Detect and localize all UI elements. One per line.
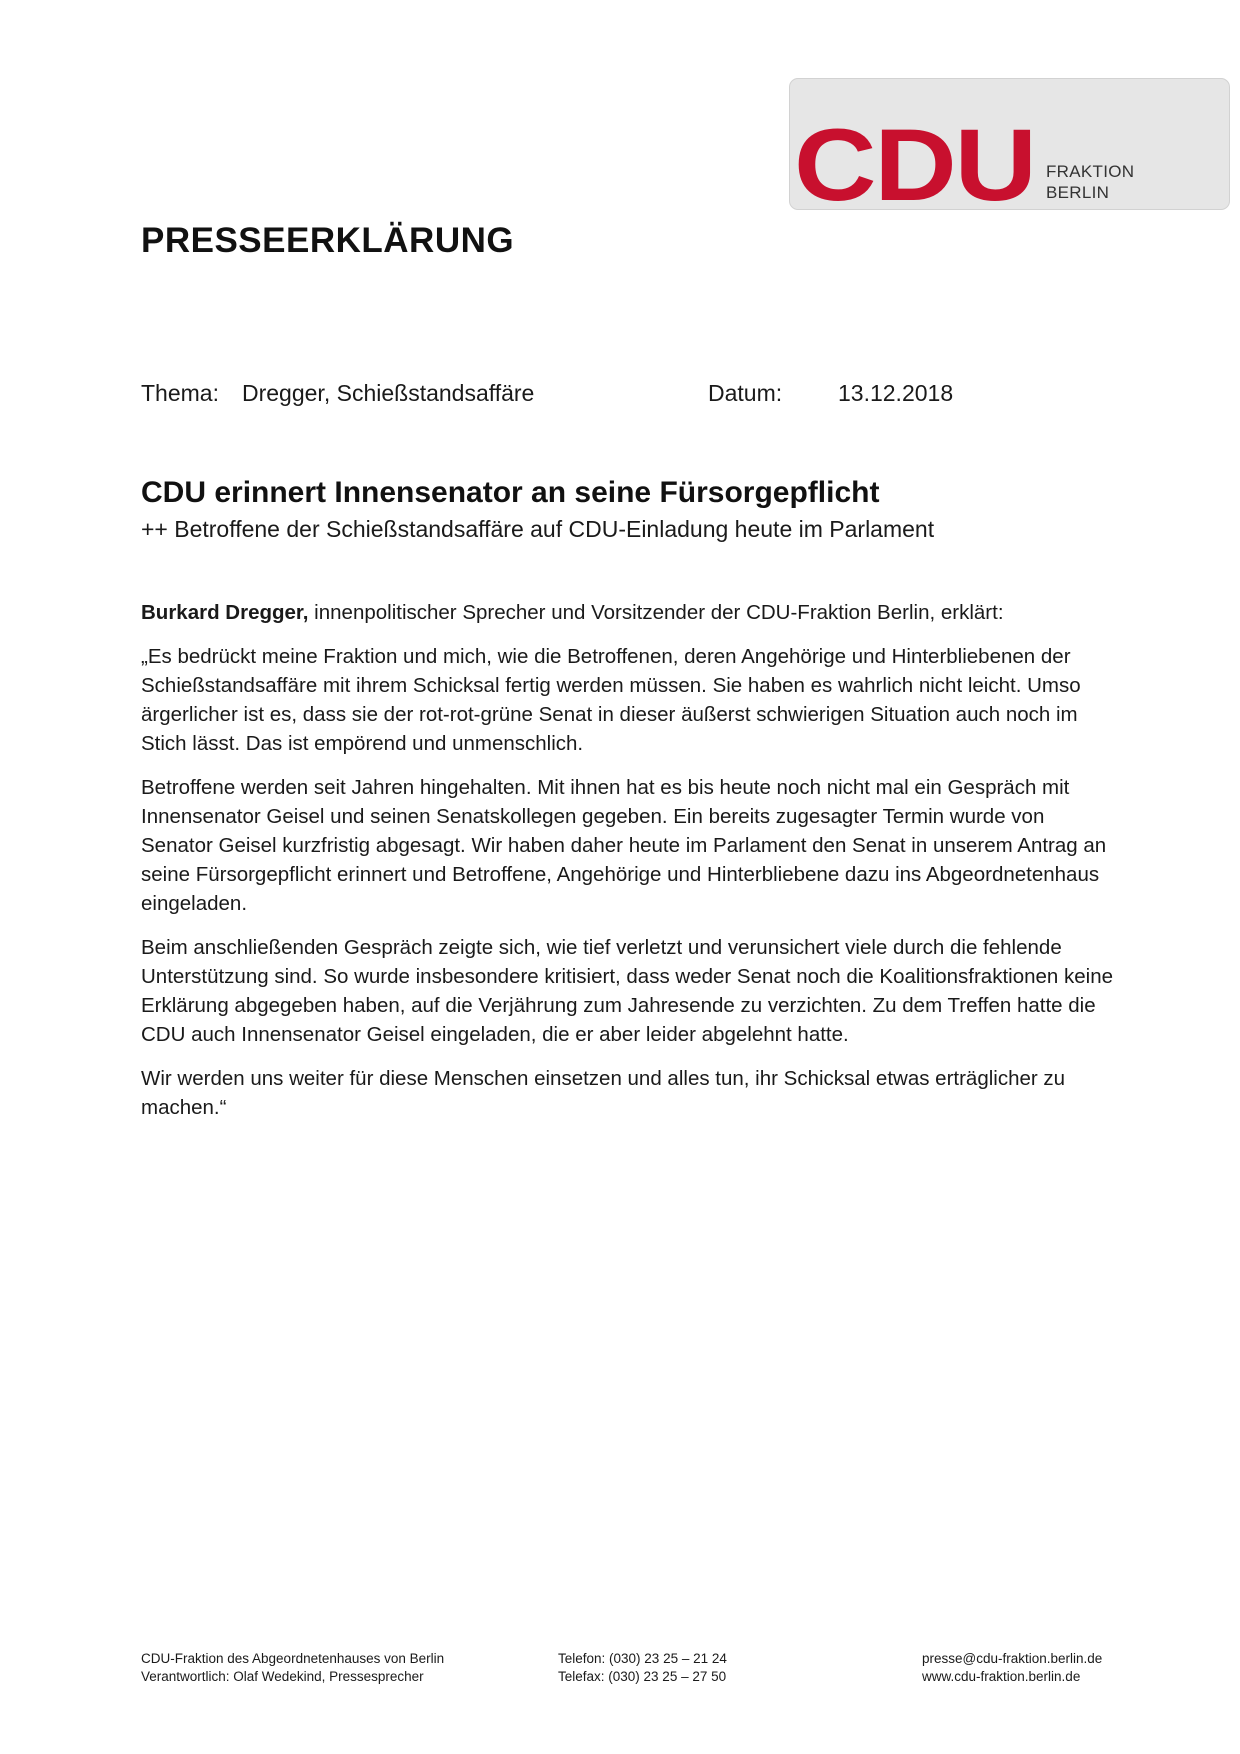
document-title: PRESSEERKLÄRUNG — [141, 221, 515, 260]
footer-fax: Telefax: (030) 23 25 – 27 50 — [558, 1669, 727, 1684]
logo-subtitle — [1046, 161, 1134, 203]
date-value: 13.12.2018 — [838, 380, 954, 406]
speaker-role: innenpolitischer Sprecher und Vorsitzender der CDU-Fraktion Berlin, erklärt: — [308, 601, 1004, 624]
footer-web-link[interactable]: www.cdu-fraktion.berlin.de — [922, 1669, 1081, 1684]
logo-subtitle-line2: BERLIN — [1046, 183, 1110, 202]
subheadline: ++ Betroffene der Schießstandsaffäre auf CDU-Einladung heute im Parlament — [141, 516, 935, 542]
press-release-body — [141, 598, 1121, 1137]
footer-email-link[interactable]: presse@cdu-fraktion.berlin.de — [922, 1651, 1103, 1666]
footer-org: CDU-Fraktion des Abgeordnetenhauses von Berlin — [141, 1651, 445, 1666]
footer-phone: Telefon: (030) 23 25 – 21 24 — [558, 1651, 727, 1666]
body-paragraph: Wir werden uns weiter für diese Menschen einsetzen und alles tun, ihr Schicksal etwas erträglicher zu machen.“ — [141, 1067, 1066, 1119]
footer-online-column — [922, 1650, 1102, 1686]
body-paragraph: „Es bedrückt meine Fraktion und mich, wie die Betroffenen, deren Angehörige und Hinterbliebenen der Schießstandsaffäre mit ihrem Schicksal fertig werden müssen. Sie haben es wahrlich nicht leicht. Umso ärgerlicher ist es, dass sie der rot-rot-grüne Senat in dieser äußerst schwierigen Situation auch noch im Stich lässt. Das ist empörend und unmenschlich. — [141, 645, 1081, 755]
intro-paragraph — [141, 598, 1121, 627]
footer-responsible: Verantwortlich: Olaf Wedekind, Pressesprecher — [141, 1669, 424, 1684]
footer-contact-column — [558, 1650, 727, 1686]
headline: CDU erinnert Innensenator an seine Fürsorgepflicht — [141, 476, 880, 509]
body-paragraph: Betroffene werden seit Jahren hingehalten. Mit ihnen hat es bis heute noch nicht mal ein Gespräch mit Innensenator Geisel und seinen Senatskollegen gegeben. Ein bereits zugesagter Termin wurde von Senator Geisel kurzfristig abgesagt. Wir haben daher heute im Parlament den Senat in unserem Antrag an seine Fürsorgepflicht erinnert und Betroffene, Angehörige und Hinterbliebene dazu ins Abgeordnetenhaus eingeladen. — [141, 776, 1107, 915]
topic-value: Dregger, Schießstandsaffäre — [242, 380, 535, 406]
footer-org-column — [141, 1650, 444, 1686]
logo-subtitle-line1: FRAKTION — [1046, 162, 1135, 181]
speaker-name: Burkard Dregger, — [141, 601, 309, 624]
cdu-logo: CDU — [794, 108, 1035, 222]
body-paragraph: Beim anschließenden Gespräch zeigte sich, wie tief verletzt und verunsichert viele durch die fehlende Unterstützung sind. So wurde insbesondere kritisiert, dass weder Senat noch die Koalitionsfraktionen keine Erklärung abgegeben haben, auf die Verjährung zum Jahresende zu verzichten. Zu dem Treffen hatte die CDU auch Innensenator Geisel eingeladen, die er aber leider abgelehnt hatte. — [141, 936, 1114, 1046]
topic-label: Thema: — [141, 380, 219, 406]
date-label: Datum: — [708, 380, 783, 406]
